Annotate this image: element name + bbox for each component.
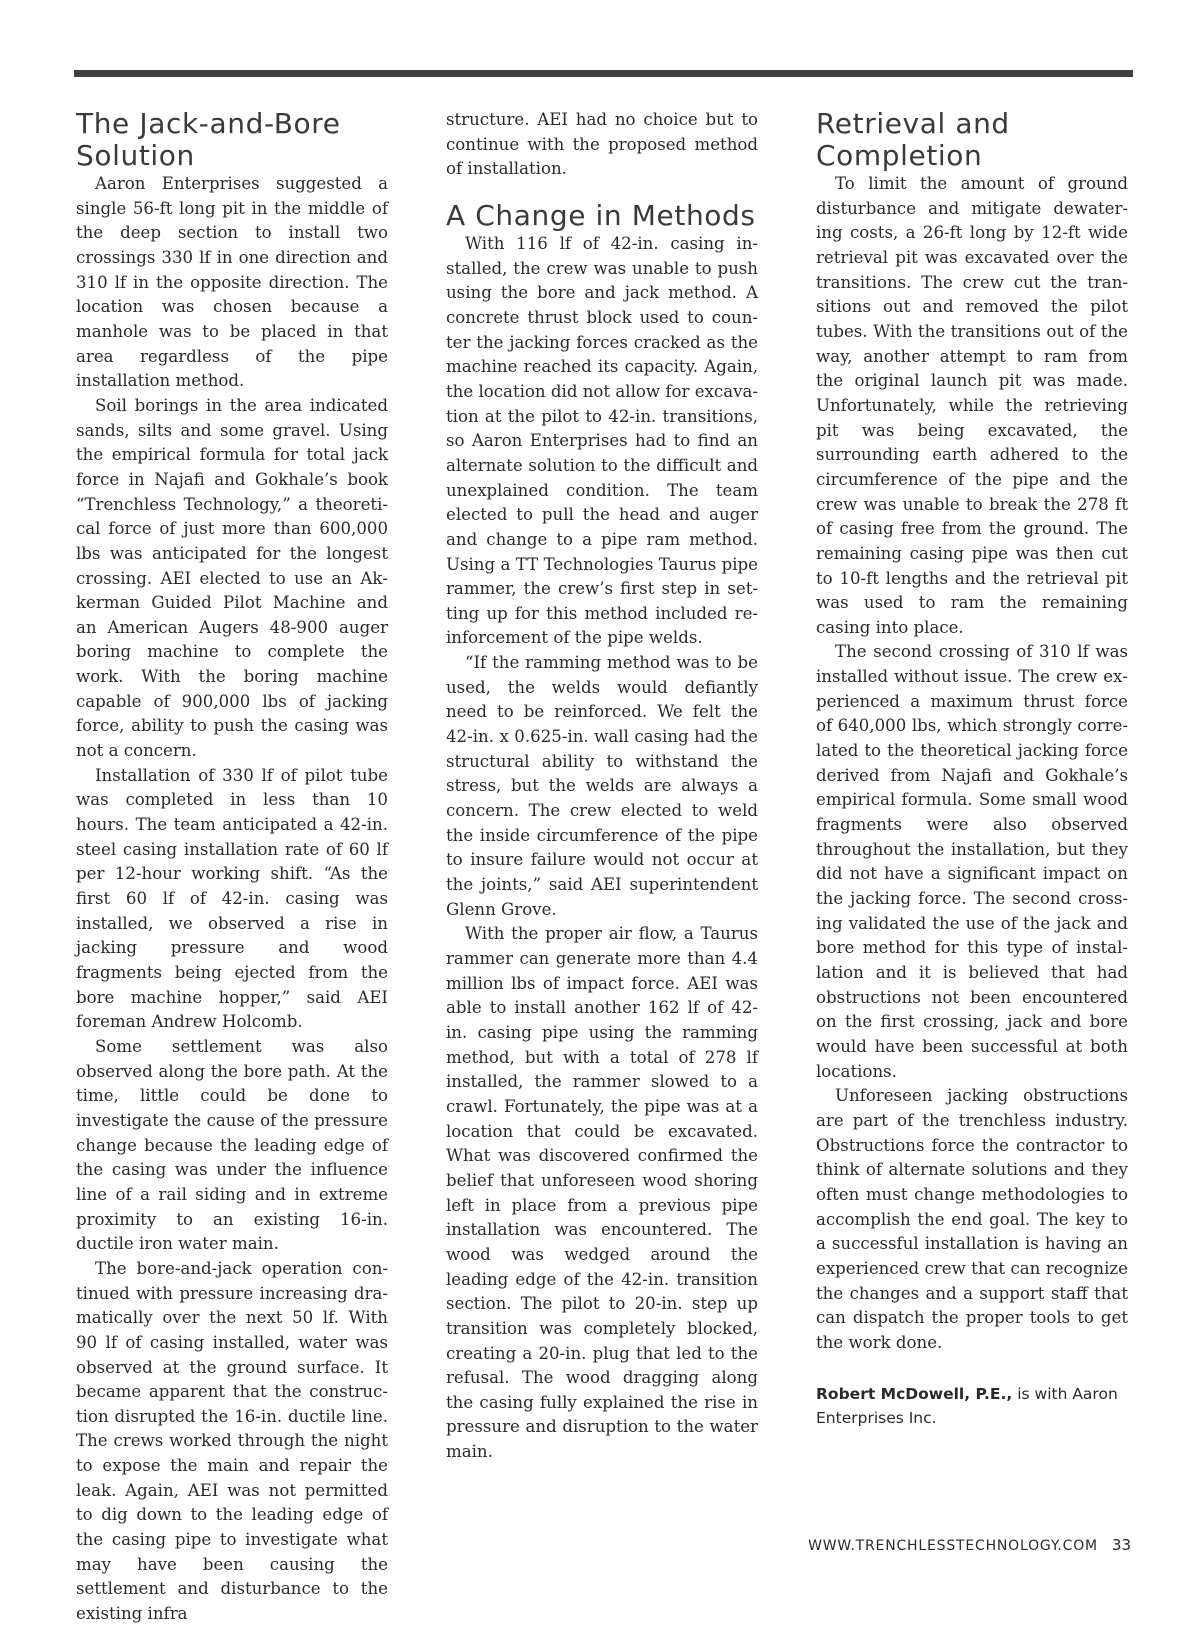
paragraph: Installation of 330 lf of pilot tube was completed in less than 10 hours. The team anticipated a 42-in. steel casing installation rate of 60 lf per 12-hour working shift. “As the first 60 lf of 42-in. casing was installed, we observed a rise in jacking pressure and wood fragments being ejected from the bore machine hopper,” said AEI foreman Andrew Holcomb. [76, 765, 388, 1032]
paragraph: The second crossing of 310 lf was installed without issue. The crew experienced a maximum thrust force of 640,000 lbs, which strongly correlated to the theoretical jacking force derived from Najafi and Gokhale’s empirical formula. Some small wood fragments were also observed throughout the installation, but they did not have a significant impact on the jacking force. The second crossing validated the use of the jack and bore method for this type of installation and it is believed that had obstructions not been encountered on the first crossing, jack and bore would have been successful at both locations. [816, 642, 1128, 1081]
section-heading-jack-and-bore: The Jack-and-Bore Solution [76, 107, 341, 172]
author-byline [816, 1382, 1128, 1430]
author-name: Robert McDowell, P.E., [816, 1384, 1013, 1403]
page-footer [808, 1536, 1131, 1554]
paragraph: Unforeseen jacking obstructions are part of the trenchless industry. Obstructions force the contractor to think of alternate solutions and they often must change methodologies to accomplish the end goal. The key to a successful installation is having an experienced crew that can recognize the changes and a support staff that can dispatch the proper tools to get the work done. [816, 1086, 1128, 1352]
column-1 [76, 108, 388, 1627]
paragraph: With the proper air flow, a Taurus rammer can generate more than 4.4 million lbs of impact force. AEI was able to install another 162 lf of 42-in. casing pipe using the ramming method, but with a total of 278 lf installed, the rammer slowed to a crawl. Fortunately, the pipe was at a location that could be excavated. What was discovered confirmed the belief that unforeseen wood shoring left in place from a previous pipe installation was encountered. The wood was wedged around the leading edge of the 42-in. transition section. The pilot to 20-in. step up transition was completely blocked, creating a 20-in. plug that led to the refusal. The wood dragging along the casing fully explained the rise in pressure and disruption to the water main. [446, 924, 758, 1462]
column-2 [446, 108, 758, 1465]
paragraph: Soil borings in the area indicated sands, silts and some gravel. Using the empirical formula for total jack force in Najafi and Gokhale’s book “Trenchless Technology,” a theoretical force of just more than 600,000 lbs was anticipated for the longest crossing. AEI elected to use an Akkerman Guided Pilot Machine and an American Augers 48-900 auger boring machine to complete the work. With the boring machine capable of 900,000 lbs of jacking force, ability to push the casing was not a concern. [76, 395, 388, 761]
top-rule [74, 70, 1133, 77]
author-affiliation: is with Aaron Enterprises Inc. [816, 1384, 1118, 1427]
paragraph: Some settlement was also observed along the bore path. At the time, little could be done to investigate the cause of the pressure change because the leading edge of the casing was under the influence line of a rail siding and in extreme proximity to an existing 16-in. ductile iron water main. [76, 1036, 388, 1254]
paragraph: The bore-and-jack operation continued with pressure increasing dramatically over the next 50 lf. With 90 lf of casing installed, water was observed at the ground surface. It became apparent that the construction disrupted the 16-in. ductile line. The crews worked through the night to expose the main and repair the leak. Again, AEI was not permitted to dig down to the leading edge of the casing pipe to investigate what may have been causing the settlement and disturbance to the existing infra [76, 1258, 388, 1624]
paragraph: To limit the amount of ground disturbance and mitigate dewatering costs, a 26-ft long by 12-ft wide retrieval pit was excavated over the transitions. The crew cut the transitions out and removed the pilot tubes. With the transitions out of the way, another attempt to ram from the original launch pit was made. Unfortunately, while the retrieving pit was being excavated, the surrounding earth adhered to the circumference of the pipe and the crew was unable to break the 278 ft of casing free from the ground. The remaining casing pipe was then cut to 10-ft lengths and the retrieval pit was used to ram the remaining casing into place. [816, 174, 1128, 637]
footer-url: WWW.TRENCHLESSTECHNOLOGY.COM [808, 1538, 1098, 1554]
section-heading-retrieval-and-completion: Retrieval and Completion [816, 107, 1010, 172]
column-3 [816, 108, 1128, 1430]
page-number: 33 [1111, 1536, 1131, 1554]
paragraph: Aaron Enterprises suggested a single 56-ft long pit in the middle of the deep section to install two crossings 330 lf in one direction and 310 lf in the opposite direction. The location was chosen because a manhole was to be placed in that area regardless of the pipe installation method. [76, 174, 388, 391]
section-heading-change-in-methods: A Change in Methods [446, 198, 756, 232]
paragraph: “If the ramming method was to be used, the welds would defiantly need to be reinforced. We felt the 42-in. x 0.625-in. wall casing had the structural ability to withstand the stress, but the welds are always a concern. The crew elected to weld the inside circumference of the pipe to insure failure would not occur at the joints,” said AEI superintendent Glenn Grove. [446, 653, 758, 919]
paragraph-continued: structure. AEI had no choice but to continue with the proposed method of installation. [446, 110, 758, 179]
paragraph: With 116 lf of 42-in. casing installed, the crew was unable to push using the bore and jack method. A concrete thrust block used to counter the jacking forces cracked as the machine reached its capacity. Again, the location did not allow for excavation at the pilot to 42-in. transitions, so Aaron Enterprises had to find an alternate solution to the difficult and unexplained condition. The team elected to pull the head and auger and change to a pipe ram method. Using a TT Technologies Taurus pipe rammer, the crew’s first step in setting up for this method included reinforcement of the pipe welds. [446, 233, 758, 648]
